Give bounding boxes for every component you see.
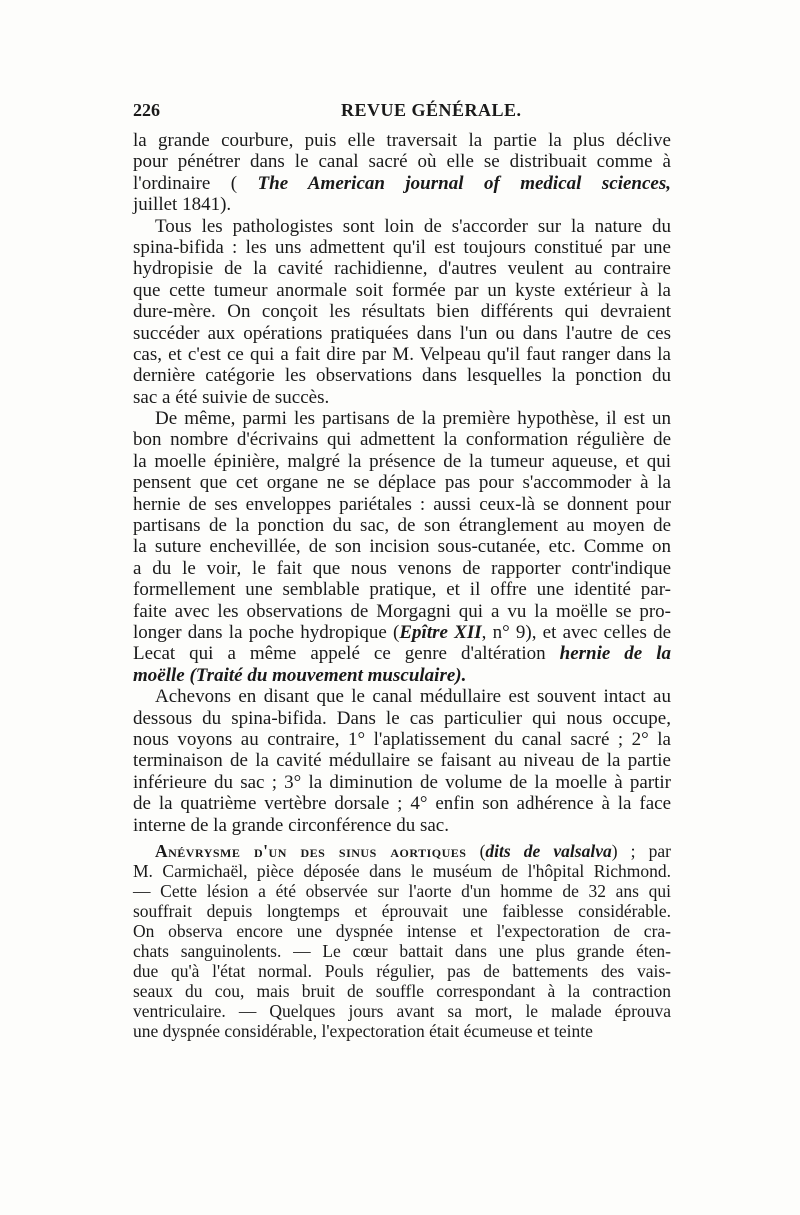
text-line: une dyspnée considérable, l'expectoration était écumeuse et teinte: [133, 1020, 593, 1041]
text-line: interne de la grande circonférence du sac.: [133, 814, 449, 836]
text-line: Tous les pathologistes sont loin de s'accorder sur la nature du: [155, 215, 671, 237]
paragraph: [133, 686, 671, 836]
text-line: pensent que cet organe ne se déplace pas pour s'accommoder à la: [133, 472, 671, 494]
text-line: de la quatrième vertèbre dorsale ; 4° enfin son adhérence à la face: [133, 793, 671, 815]
text-line: ventriculaire. — Quelques jours avant sa mort, le malade éprouva: [133, 1000, 671, 1021]
text-line: nous voyons au contraire, 1° l'aplatissement du canal sacré ; 2° la: [133, 728, 671, 750]
text-line: faite avec les observations de Morgagni qui a vu la moëlle se pro-: [133, 600, 671, 622]
text-line: bon nombre d'écrivains qui admettent la conformation régulière de: [133, 429, 671, 451]
text-line: sac a été suivie de succès.: [133, 386, 330, 408]
text-line: Anévrysme d'un des sinus aortiques (dits de valsalva) ; par: [155, 840, 671, 861]
text-line: Achevons en disant que le canal médullaire est souvent intact au: [155, 686, 671, 708]
text-line: seaux du cou, mais bruit de souffle correspondant à la contraction: [133, 980, 671, 1001]
text-line: juillet 1841).: [133, 194, 232, 216]
text-line: M. Carmichaël, pièce déposée dans le muséum de l'hôpital Richmond.: [133, 860, 671, 881]
paragraph: [133, 216, 671, 409]
page-number: 226: [133, 100, 160, 120]
text-line: la suture enchevillée, de son incision sous-cutanée, etc. Comme on: [133, 536, 671, 558]
text-line: On observa encore une dyspnée intense et l'expectoration de cra-: [133, 920, 671, 941]
section-paragraph: [133, 841, 671, 1041]
italic-text: moëlle (Traité du mouvement musculaire).: [133, 664, 467, 686]
section-heading: Anévrysme d'un des sinus aortiques: [155, 840, 467, 861]
text-line: partisans de la ponction du sac, de son étranglement au moyen de: [133, 515, 671, 537]
italic-text: Epître XII: [399, 621, 482, 643]
text-line: inférieure du sac ; 3° la diminution de volume de la moelle à partir: [133, 771, 671, 793]
paragraph: [133, 408, 671, 686]
text-line: souffrait depuis longtemps et éprouvait une faiblesse considérable.: [133, 900, 671, 921]
running-title: REVUE GÉNÉRALE.: [341, 100, 522, 120]
italic-text: hernie de la: [559, 643, 672, 665]
text-line: Lecat qui a même appelé ce genre d'altération hernie de la: [133, 643, 672, 665]
text-line: terminaison de la cavité médullaire se faisant au niveau de la partie: [133, 750, 671, 772]
text-line: la grande courbure, puis elle traversait la partie la plus déclive: [133, 130, 671, 151]
body-text: [133, 130, 671, 1041]
text-line: [133, 665, 671, 686]
page-header: [133, 100, 673, 124]
text-line: dessous du spina-bifida. Dans le cas particulier qui nous occupe,: [133, 707, 671, 729]
text-line: succéder aux opérations pratiquées dans l'un ou dans l'autre de ces: [133, 322, 671, 344]
text-line: l'ordinaire ( The American journal of medical sciences,: [133, 172, 671, 194]
text-line: a du le voir, le fait que nous venons de rapporter contr'indique: [133, 557, 671, 579]
text-line: — Cette lésion a été observée sur l'aorte d'un homme de 32 ans qui: [133, 880, 671, 901]
text-line: cas, et c'est ce qui a fait dire par M. Velpeau qu'il faut ranger dans la: [133, 343, 671, 365]
text-line: chats sanguinolents. — Le cœur battait dans une plus grande éten-: [133, 940, 671, 961]
paragraph: [133, 130, 671, 216]
text-line: due qu'à l'état normal. Pouls régulier, pas de battements des vais-: [133, 960, 671, 981]
text-line: pour pénétrer dans le canal sacré où elle se distribuait comme à: [133, 151, 671, 173]
text-line: que cette tumeur anormale soit formée par un kyste extérieur à la: [133, 279, 671, 301]
text-line: De même, parmi les partisans de la première hypothèse, il est un: [155, 408, 671, 430]
italic-text: dits de valsalva: [485, 840, 612, 861]
text-line: longer dans la poche hydropique (Epître XII, n° 9), et avec celles de: [133, 621, 671, 643]
text-line: dernière catégorie les observations dans lesquelles la ponction du: [133, 365, 671, 387]
italic-text: The American journal of medical sciences,: [257, 172, 671, 194]
text-line: hernie de ses enveloppes pariétales : aussi ceux-là se donnent pour: [133, 493, 671, 515]
text-line: hydropisie de la cavité rachidienne, d'autres veulent au contraire: [133, 258, 671, 280]
text-line: formellement une semblable pratique, et il offre une identité par-: [133, 579, 671, 601]
text-line: dure-mère. On conçoit les résultats bien différents qui devraient: [133, 301, 671, 323]
text-line: spina-bifida : les uns admettent qu'il est toujours constitué par une: [133, 236, 671, 258]
text-line: la moelle épinière, malgré la présence de la tumeur aqueuse, et qui: [133, 450, 671, 472]
